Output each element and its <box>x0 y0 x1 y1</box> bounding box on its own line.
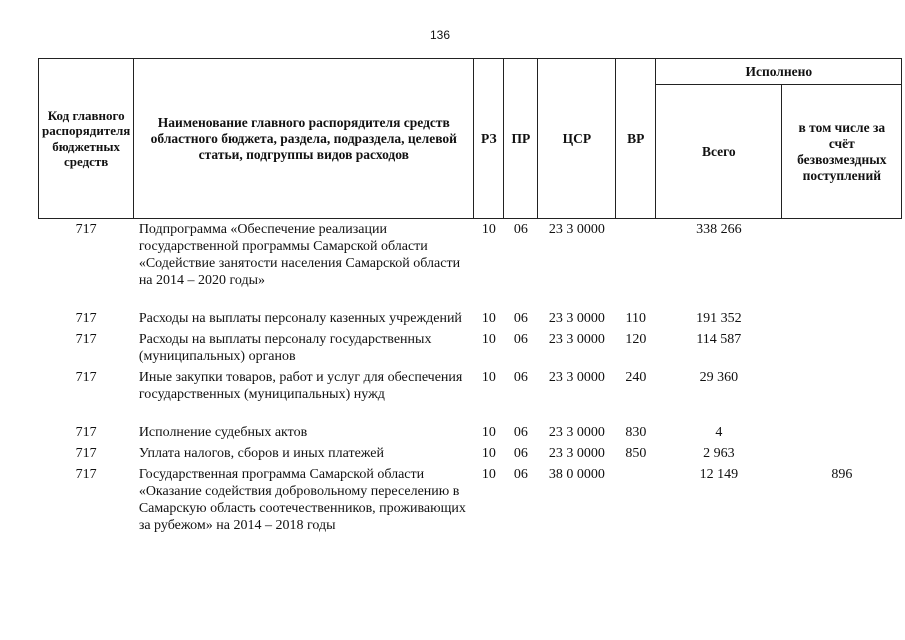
header-gratuitous: в том числе за счёт безвозмездных поступлений <box>782 85 902 219</box>
cell-vr: 850 <box>625 446 647 461</box>
header-executed: Исполнено <box>656 59 902 85</box>
page-number: 136 <box>429 28 451 42</box>
cell-rz: 10 <box>481 467 496 482</box>
cell-gratuitous <box>782 329 902 367</box>
cell-csr: 23 3 0000 <box>548 222 605 237</box>
cell-total: 191 352 <box>696 311 742 326</box>
cell-csr: 23 3 0000 <box>548 311 605 326</box>
cell-name: Подпрограмма «Обеспечение реализации государственной программы Самарской области «Содействие занятости населения Самарской области на 2014 – 2020 годы» <box>138 222 461 288</box>
header-csr: ЦСР <box>538 59 616 219</box>
cell-vr <box>616 464 656 536</box>
cell-total: 29 360 <box>699 370 739 385</box>
header-total: Всего <box>656 85 782 219</box>
header-name: Наименование главного распорядителя средств областного бюджета, раздела, подраздела, целевой статьи, подгруппы видов расходов <box>134 59 474 219</box>
cell-vr: 110 <box>625 311 647 326</box>
header-code: Код главного распорядителя бюджетных средств <box>39 59 134 219</box>
header-rz: РЗ <box>474 59 504 219</box>
cell-pr: 06 <box>513 332 528 347</box>
header-pr: ПР <box>504 59 538 219</box>
cell-gratuitous: 896 <box>831 467 853 482</box>
cell-rz: 10 <box>481 370 496 385</box>
table-row <box>39 367 902 422</box>
cell-code: 717 <box>75 425 97 440</box>
cell-vr <box>616 219 656 309</box>
cell-csr: 23 3 0000 <box>548 425 605 440</box>
cell-code: 717 <box>75 332 97 347</box>
cell-pr: 06 <box>513 370 528 385</box>
table-row <box>39 422 902 443</box>
cell-csr: 23 3 0000 <box>548 370 605 385</box>
cell-code: 717 <box>75 222 97 237</box>
cell-name: Расходы на выплаты персоналу государственных (муниципальных) органов <box>138 332 432 364</box>
table-header <box>39 59 902 219</box>
cell-gratuitous <box>782 308 902 329</box>
table-row <box>39 464 902 536</box>
cell-total: 2 963 <box>703 446 735 461</box>
table-row <box>39 443 902 464</box>
table-row <box>39 308 902 329</box>
cell-name: Уплата налогов, сборов и иных платежей <box>138 446 385 461</box>
cell-total: 4 <box>715 425 723 440</box>
cell-rz: 10 <box>481 425 496 440</box>
cell-gratuitous <box>782 219 902 309</box>
cell-vr: 120 <box>625 332 647 347</box>
cell-pr: 06 <box>513 222 528 237</box>
cell-pr: 06 <box>513 446 528 461</box>
cell-csr: 38 0 0000 <box>548 467 605 482</box>
cell-name: Государственная программа Самарской области «Оказание содействия добровольному переселению в Самарскую область соотечественников, проживающих за рубежом» на 2014 – 2018 годы <box>138 467 466 533</box>
budget-table <box>38 58 902 536</box>
cell-pr: 06 <box>513 467 528 482</box>
cell-pr: 06 <box>513 425 528 440</box>
cell-gratuitous <box>782 422 902 443</box>
cell-rz: 10 <box>481 332 496 347</box>
cell-code: 717 <box>75 467 97 482</box>
cell-rz: 10 <box>481 222 496 237</box>
cell-code: 717 <box>75 370 97 385</box>
cell-name: Исполнение судебных актов <box>138 425 308 440</box>
cell-total: 338 266 <box>696 222 742 237</box>
cell-code: 717 <box>75 311 97 326</box>
cell-vr: 240 <box>625 370 647 385</box>
cell-total: 12 149 <box>699 467 739 482</box>
table-body <box>39 219 902 537</box>
cell-csr: 23 3 0000 <box>548 446 605 461</box>
table-row <box>39 219 902 309</box>
cell-pr: 06 <box>513 311 528 326</box>
cell-code: 717 <box>75 446 97 461</box>
cell-name: Расходы на выплаты персоналу казенных учреждений <box>138 311 462 326</box>
header-vr: ВР <box>616 59 656 219</box>
cell-gratuitous <box>782 367 902 422</box>
cell-rz: 10 <box>481 446 496 461</box>
cell-total: 114 587 <box>696 332 742 347</box>
table-row <box>39 329 902 367</box>
cell-csr: 23 3 0000 <box>548 332 605 347</box>
cell-gratuitous <box>782 443 902 464</box>
cell-rz: 10 <box>481 311 496 326</box>
cell-vr: 830 <box>625 425 647 440</box>
cell-name: Иные закупки товаров, работ и услуг для обеспечения государственных (муниципальных) нужд <box>138 370 463 402</box>
